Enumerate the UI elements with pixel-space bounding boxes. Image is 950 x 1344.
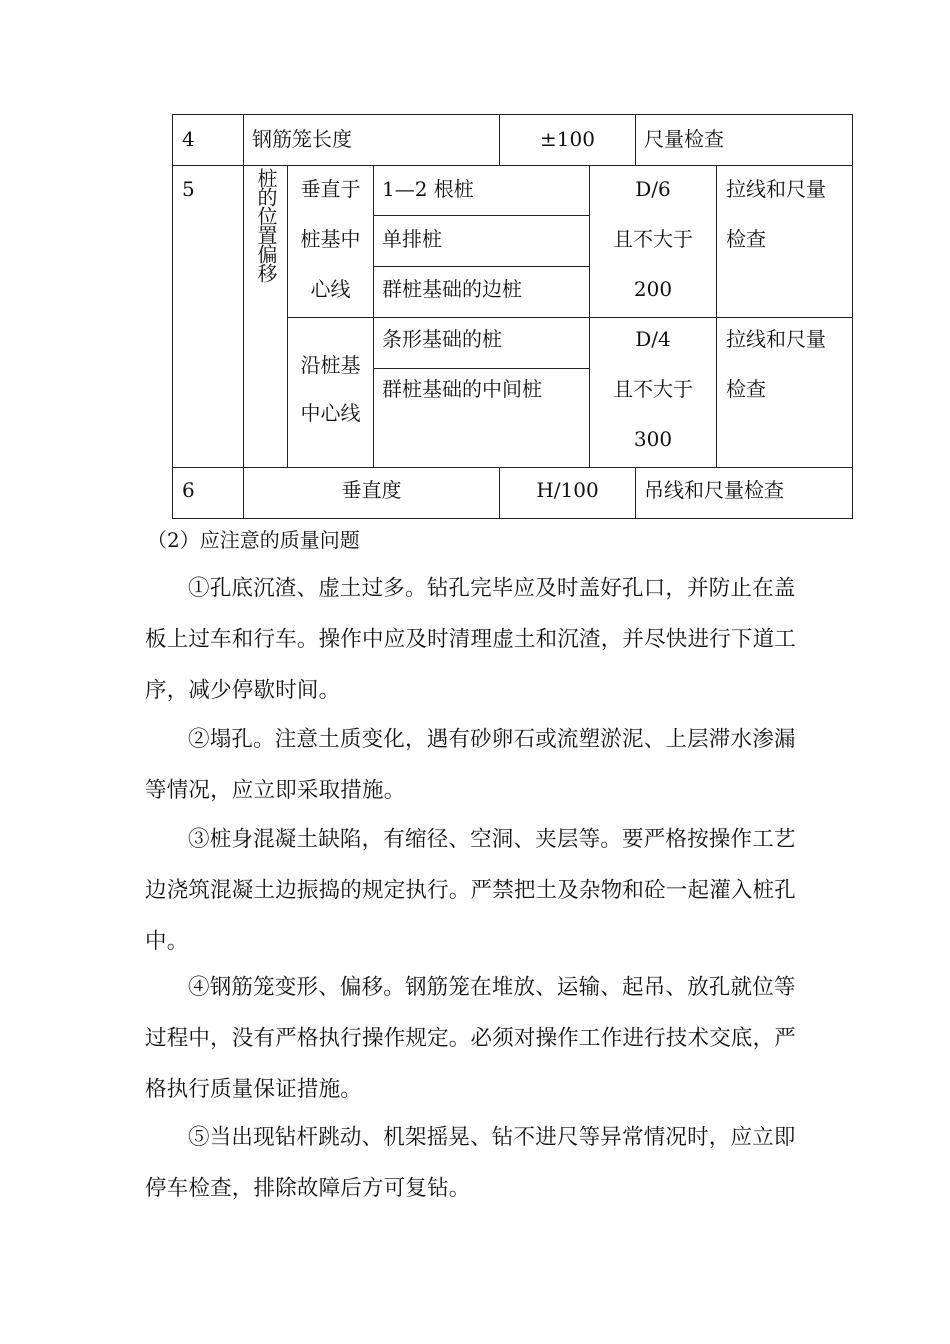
along-sub-item: 群桩基础的中间桩	[382, 377, 542, 401]
paragraph: ②塌孔。注意土质变化，遇有砂卵石或流塑淤泥、上层滞水渗漏等情况，应立即采取措施。	[145, 727, 796, 803]
perp-group-label: 心线	[310, 277, 351, 301]
perp-sub-item: 1—2 根桩	[382, 177, 474, 201]
paragraph: ③桩身混凝土缺陷，有缩径、空洞、夹层等。要严格按操作工艺边浇筑混凝土边振捣的规定执行。严禁把土及杂物和砼一起灌入桩孔中。	[145, 827, 797, 954]
perp-sub-item: 单排桩	[382, 227, 442, 251]
table-rule	[635, 467, 636, 519]
paragraph: ④钢筋笼变形、偏移。钢筋笼在堆放、运输、起吊、放孔就位等过程中，没有严格执行操作规定。必须对操作工作进行技术交底，严格执行质量保证措施。	[145, 975, 797, 1102]
table-rule	[172, 518, 853, 519]
row4-method: 尺量检查	[644, 127, 724, 151]
perp-method: 拉线和尺量	[726, 177, 826, 201]
along-method: 拉线和尺量	[726, 327, 826, 351]
row4-number: 4	[182, 127, 195, 151]
perp-value: 且不大于	[613, 227, 693, 251]
paragraph: ⑤当出现钻杆跳动、机架摇晃、钻不进尺等异常情况时，应立即停车检查，排除故障后方可复钻。	[145, 1125, 796, 1201]
perp-group-label: 桩基中	[300, 227, 361, 251]
table-rule	[716, 165, 717, 468]
section-title: （2）应注意的质量问题	[147, 528, 360, 552]
along-method: 检查	[726, 377, 766, 401]
row6-value: H/100	[536, 478, 599, 502]
table-rule	[852, 114, 853, 519]
row6-number: 6	[182, 478, 195, 502]
row5-number: 5	[182, 177, 195, 201]
table-rule	[172, 114, 173, 519]
along-value: D/4	[635, 327, 671, 351]
along-group-label: 沿桩基	[300, 353, 361, 377]
row4-value: ±100	[540, 127, 595, 151]
perp-sub-item: 群桩基础的边桩	[382, 277, 522, 301]
along-group-label: 中心线	[300, 401, 361, 425]
row6-method: 吊线和尺量检查	[644, 478, 784, 502]
perp-group-label: 垂直于	[300, 177, 361, 201]
row6-item: 垂直度	[341, 478, 402, 502]
perp-method: 检查	[726, 227, 766, 251]
perp-value: 200	[633, 277, 673, 301]
row5-item-vertical: 桩的位置偏移	[254, 168, 278, 282]
along-value: 300	[633, 427, 673, 451]
table-rule	[373, 165, 374, 468]
along-value: 且不大于	[613, 377, 693, 401]
perp-value: D/6	[635, 177, 671, 201]
table-rule	[635, 114, 636, 166]
row4-item: 钢筋笼长度	[252, 127, 352, 151]
paragraph: ①孔底沉渣、虚土过多。钻孔完毕应及时盖好孔口，并防止在盖板上过车和行车。操作中应及时清理虚土和沉渣，并尽快进行下道工序，减少停歇时间。	[145, 576, 797, 703]
along-sub-item: 条形基础的桩	[382, 327, 502, 351]
